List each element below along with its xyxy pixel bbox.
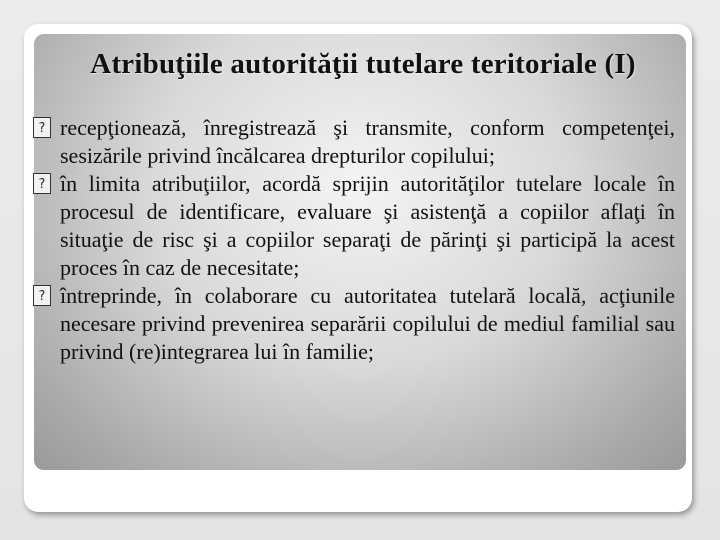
bullet-text: întreprinde, în colaborare cu autoritatea tutelară locală, acţiunile necesare privind prevenirea separării copilului de mediul familial sau privind (re)integrarea lui în familie; bbox=[60, 283, 675, 364]
bullet-item bbox=[33, 114, 675, 170]
missing-glyph-icon: ? bbox=[33, 173, 51, 194]
missing-glyph-icon: ? bbox=[33, 285, 51, 306]
slide-title: Atribuţiile autorităţii tutelare teritoriale (I) bbox=[90, 48, 636, 80]
bullet-list bbox=[33, 114, 675, 366]
bullet-item bbox=[33, 170, 675, 282]
bullet-text: recepţionează, înregistrează şi transmite, conform competenţei, sesizările privind încălcarea drepturilor copilului; bbox=[60, 115, 675, 168]
missing-glyph-icon: ? bbox=[33, 117, 51, 138]
bullet-item bbox=[33, 282, 675, 366]
bullet-text: în limita atribuţiilor, acordă sprijin autorităţilor tutelare locale în procesul de identificare, evaluare şi asistenţă a copiilor aflaţi în situaţie de risc şi a copiilor separaţi de părinţi şi participă la acest proces în caz de necesitate; bbox=[60, 171, 675, 280]
